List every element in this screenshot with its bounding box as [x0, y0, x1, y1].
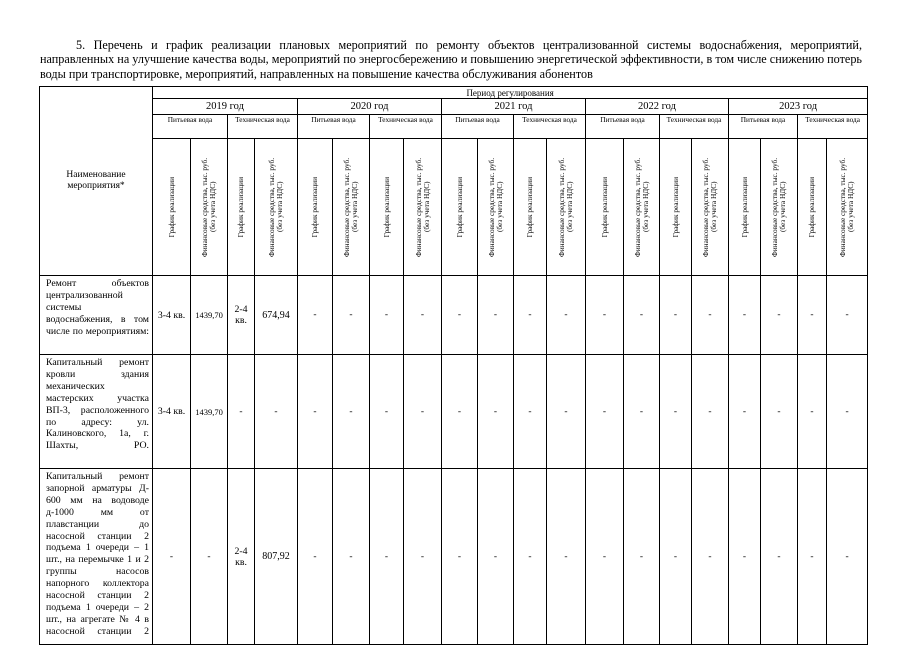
- schedule-cell: -: [514, 355, 547, 469]
- schedule-cell: 2-4 кв.: [228, 276, 255, 355]
- technical-water-header: Техническая вода: [228, 115, 298, 139]
- schedule-column-header: [153, 139, 191, 276]
- table-row: [40, 469, 868, 645]
- schedule-column-label: График реализации: [525, 176, 534, 238]
- schedule-column-label: График реализации: [381, 176, 391, 238]
- finance-cell: -: [761, 355, 798, 469]
- section-heading: 5. Перечень и график реализации плановых мероприятий по ремонту объектов централизованной системы водоснабжения, мероприятий, направленных на улучшение качества воды, мероприятий по энергосбережению и повышению энергетической эффективности, в том числе снижению потерь воды при транспортировке, мероприятий, направленных на повышение качества обслуживания абонентов: [40, 38, 862, 81]
- schedule-cell: -: [298, 469, 333, 645]
- drinking-water-header: Питьевая вода: [153, 115, 228, 139]
- schedule-cell: -: [798, 276, 827, 355]
- schedule-cell: 3-4 кв.: [153, 355, 191, 469]
- finance-cell: -: [827, 276, 868, 355]
- schedule-cell: -: [514, 469, 547, 645]
- finance-column-header: [761, 139, 798, 276]
- finance-cell: -: [692, 469, 729, 645]
- schedule-cell: -: [370, 355, 404, 469]
- finance-cell: -: [333, 355, 370, 469]
- measures-table: [39, 86, 868, 645]
- finance-cell: -: [547, 355, 586, 469]
- finance-column-label: Финансовые средства, тыс. руб. (без учета НДС): [342, 157, 359, 257]
- schedule-cell: -: [798, 355, 827, 469]
- column-subheader-row: [40, 139, 868, 276]
- schedule-column-header: [586, 139, 624, 276]
- year-2020-header: 2020 год: [298, 99, 442, 115]
- schedule-cell: 3-4 кв.: [153, 276, 191, 355]
- schedule-cell: -: [660, 355, 692, 469]
- finance-column-header: [692, 139, 729, 276]
- schedule-cell: -: [153, 469, 191, 645]
- finance-column-label: Финансовые средства, тыс. руб. (без учета НДС): [200, 157, 217, 257]
- year-2019-header: 2019 год: [153, 99, 298, 115]
- schedule-column-header: [298, 139, 333, 276]
- technical-water-header: Техническая вода: [514, 115, 586, 139]
- schedule-cell: -: [442, 355, 478, 469]
- finance-cell: -: [478, 355, 514, 469]
- schedule-cell: 2-4 кв.: [228, 469, 255, 645]
- drinking-water-header: Питьевая вода: [586, 115, 660, 139]
- schedule-column-label: График реализации: [807, 176, 816, 238]
- finance-cell: 1439,70: [191, 355, 228, 469]
- finance-column-header: [624, 139, 660, 276]
- finance-column-header: [478, 139, 514, 276]
- schedule-cell: -: [586, 276, 624, 355]
- schedule-cell: -: [729, 276, 761, 355]
- finance-cell: -: [478, 469, 514, 645]
- schedule-cell: -: [298, 276, 333, 355]
- name-column-header: Наименование мероприятия*: [40, 87, 153, 276]
- schedule-cell: -: [370, 276, 404, 355]
- finance-cell: -: [255, 355, 298, 469]
- finance-cell: -: [624, 276, 660, 355]
- finance-column-label: Финансовые средства, тыс. руб. (без учета НДС): [701, 157, 718, 257]
- finance-column-header: [827, 139, 868, 276]
- finance-cell: 807,92: [255, 469, 298, 645]
- finance-cell: -: [624, 469, 660, 645]
- schedule-column-header: [729, 139, 761, 276]
- finance-column-label: Финансовые средства, тыс. руб. (без учета НДС): [557, 157, 574, 257]
- schedule-cell: -: [442, 276, 478, 355]
- year-2022-header: 2022 год: [586, 99, 729, 115]
- finance-column-label: Финансовые средства, тыс. руб. (без учета НДС): [413, 157, 431, 257]
- drinking-water-header: Питьевая вода: [729, 115, 798, 139]
- measure-name-cell: Ремонт объектов централизованной системы водоснабжения, в том числе по мероприятиям:: [40, 276, 153, 355]
- schedule-column-label: График реализации: [454, 176, 464, 238]
- finance-cell: -: [761, 276, 798, 355]
- finance-cell: -: [404, 469, 442, 645]
- finance-column-header: [547, 139, 586, 276]
- finance-cell: -: [624, 355, 660, 469]
- finance-cell: -: [692, 355, 729, 469]
- schedule-cell: -: [298, 355, 333, 469]
- schedule-column-label: График реализации: [670, 176, 680, 238]
- finance-column-header: [191, 139, 228, 276]
- schedule-cell: -: [660, 276, 692, 355]
- finance-column-header: [404, 139, 442, 276]
- schedule-column-header: [370, 139, 404, 276]
- finance-cell: -: [547, 469, 586, 645]
- finance-column-label: Финансовые средства, тыс. руб. (без учета НДС): [632, 157, 650, 257]
- schedule-cell: -: [729, 355, 761, 469]
- schedule-column-label: График реализации: [739, 176, 749, 238]
- schedule-cell: -: [586, 355, 624, 469]
- measure-name-cell: Капитальный ремонт кровли здания механических мастерских участка ВП-3, расположенного по адресу: ул. Калиновского, 1а, г. Шахты, РО.: [40, 355, 153, 469]
- finance-cell: -: [692, 276, 729, 355]
- period-header: Период регулирования: [153, 87, 868, 99]
- finance-column-label: Финансовые средства, тыс. руб. (без учета НДС): [486, 157, 504, 257]
- schedule-cell: -: [370, 469, 404, 645]
- finance-cell: -: [761, 469, 798, 645]
- finance-cell: -: [547, 276, 586, 355]
- finance-cell: -: [478, 276, 514, 355]
- schedule-cell: -: [228, 355, 255, 469]
- schedule-cell: -: [729, 469, 761, 645]
- finance-column-header: [255, 139, 298, 276]
- schedule-column-label: График реализации: [599, 176, 609, 238]
- schedule-column-header: [228, 139, 255, 276]
- schedule-cell: -: [660, 469, 692, 645]
- finance-column-header: [333, 139, 370, 276]
- technical-water-header: Техническая вода: [798, 115, 868, 139]
- schedule-column-label: График реализации: [166, 176, 176, 238]
- schedule-cell: -: [798, 469, 827, 645]
- finance-column-label: Финансовые средства, тыс. руб. (без учета НДС): [267, 157, 284, 257]
- water-type-header-row: [40, 115, 868, 139]
- table-row: [40, 355, 868, 469]
- schedule-cell: -: [514, 276, 547, 355]
- schedule-cell: -: [586, 469, 624, 645]
- schedule-cell: -: [442, 469, 478, 645]
- year-2023-header: 2023 год: [729, 99, 868, 115]
- finance-cell: -: [827, 469, 868, 645]
- year-2021-header: 2021 год: [442, 99, 586, 115]
- finance-column-label: Финансовые средства, тыс. руб. (без учета НДС): [770, 157, 787, 257]
- schedule-column-label: График реализации: [236, 176, 245, 238]
- table-row: [40, 276, 868, 355]
- schedule-column-header: [660, 139, 692, 276]
- finance-cell: -: [333, 276, 370, 355]
- schedule-column-header: [798, 139, 827, 276]
- finance-cell: 1439,70: [191, 276, 228, 355]
- finance-cell: -: [827, 355, 868, 469]
- technical-water-header: Техническая вода: [370, 115, 442, 139]
- drinking-water-header: Питьевая вода: [298, 115, 370, 139]
- finance-column-label: Финансовые средства, тыс. руб. (без учета НДС): [838, 157, 856, 257]
- drinking-water-header: Питьевая вода: [442, 115, 514, 139]
- finance-cell: -: [404, 355, 442, 469]
- schedule-column-header: [442, 139, 478, 276]
- schedule-column-header: [514, 139, 547, 276]
- finance-cell: -: [333, 469, 370, 645]
- year-header-row: [40, 99, 868, 115]
- finance-cell: -: [404, 276, 442, 355]
- finance-cell: -: [191, 469, 228, 645]
- technical-water-header: Техническая вода: [660, 115, 729, 139]
- schedule-column-label: График реализации: [310, 176, 319, 238]
- measure-name-cell: Капитальный ремонт запорной арматуры Д- 600 мм на водоводе д-1000 мм от плавстанции до насосной станции 2 подъема 1 очереди – 1 шт., на перемычке 1 и 2 группы насосов напорного коллектора насосной станции 2 подъема 1 очереди – 2 шт., на агрегате № 4 в насосной станции 2: [40, 469, 153, 645]
- finance-cell: 674,94: [255, 276, 298, 355]
